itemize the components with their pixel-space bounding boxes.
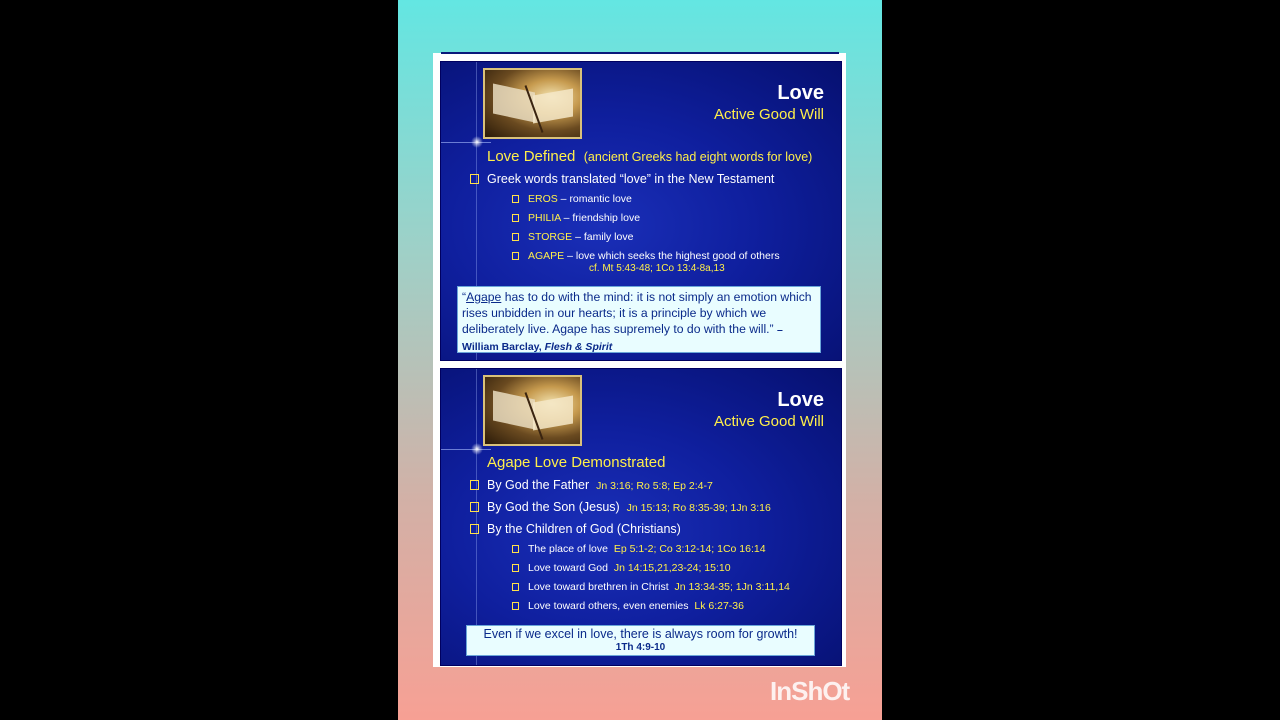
term-desc: – romantic love <box>557 193 632 205</box>
callout-ref: 1Th 4:9-10 <box>615 642 666 653</box>
term: PHILIA <box>528 212 561 224</box>
bullet-icon <box>512 564 519 572</box>
slide-subtitle: Active Good Will <box>713 106 824 123</box>
term-desc: – friendship love <box>560 212 641 224</box>
scripture-ref: Jn 3:16; Ro 5:8; Ep 2:4-7 <box>596 480 713 492</box>
heading-text: Love Defined <box>487 148 576 165</box>
bullet-item <box>470 500 771 514</box>
sparkle-icon <box>471 443 483 455</box>
bullet-icon <box>512 602 519 610</box>
bullet-label: By God the Father <box>487 478 590 492</box>
sub-bullet-item <box>512 212 640 224</box>
slide-love-demonstrated <box>440 368 842 666</box>
bullet-icon <box>470 502 479 512</box>
slide-subtitle: Active Good Will <box>713 413 824 430</box>
sub-label: Love toward brethren in Christ <box>528 581 669 593</box>
term: AGAPE <box>528 250 565 262</box>
divider <box>441 52 839 54</box>
bullet-icon <box>512 545 519 553</box>
bullet-label: By God the Son (Jesus) <box>487 500 620 514</box>
term: EROS <box>528 193 558 205</box>
bullet-icon <box>470 480 479 490</box>
slide-title: Love <box>777 82 824 104</box>
agape-link[interactable]: Agape <box>466 290 502 304</box>
inshot-watermark: InShOt <box>770 676 850 706</box>
sub-bullet-item <box>512 231 633 243</box>
sub-bullet-item <box>512 543 766 555</box>
growth-callout <box>466 625 815 656</box>
sub-bullet-item <box>512 581 790 593</box>
section-heading <box>487 148 812 165</box>
section-heading: Agape Love Demonstrated <box>487 454 666 471</box>
quote-text: has to do with the mind: it is not simply an emotion which rises unbidden in our hearts; it is a principle by which we deliberately live. Agape has supremely to do with the will.” <box>462 290 812 336</box>
sub-label: Love toward God <box>528 562 608 574</box>
scripture-ref: Jn 13:34-35; 1Jn 3:11,14 <box>674 581 790 593</box>
scripture-ref: Lk 6:27-36 <box>694 600 744 612</box>
bullet-item <box>470 522 681 536</box>
quote-mark: “ <box>462 290 467 304</box>
decor-line <box>476 369 477 665</box>
bullet-label: By the Children of God (Christians) <box>487 522 681 536</box>
slide-love-defined <box>440 61 842 361</box>
bullet-item <box>470 172 774 186</box>
open-bible-image <box>483 68 582 139</box>
term: STORGE <box>528 231 573 243</box>
sub-bullet-item <box>512 193 632 205</box>
sub-label: The place of love <box>528 543 608 555</box>
scripture-refs: cf. Mt 5:43-48; 1Co 13:4-8a,13 <box>589 263 725 274</box>
decor-line <box>441 142 491 143</box>
term-desc: – love which seeks the highest good of others <box>564 250 780 262</box>
bullet-icon <box>470 524 479 534</box>
bullet-label: Greek words translated “love” in the New Testament <box>487 172 775 186</box>
bullet-icon <box>512 195 519 203</box>
bullet-icon <box>512 233 519 241</box>
sub-bullet-item <box>512 600 744 612</box>
sub-bullet-item <box>512 562 731 574</box>
scripture-ref: Jn 15:13; Ro 8:35-39; 1Jn 3:16 <box>626 502 771 514</box>
quote-book: Flesh & Spirit <box>544 341 613 353</box>
bullet-icon <box>512 252 519 260</box>
scripture-ref: Ep 5:1-2; Co 3:12-14; 1Co 16:14 <box>613 543 766 555</box>
bullet-item <box>470 478 713 492</box>
decor-line <box>441 449 491 450</box>
callout-text: Even if we excel in love, there is always room for growth! <box>483 627 798 641</box>
sparkle-icon <box>471 136 483 148</box>
quote-box <box>457 286 821 353</box>
open-bible-image <box>483 375 582 446</box>
bullet-icon <box>512 583 519 591</box>
quote-author: – William Barclay, <box>462 324 783 353</box>
bullet-icon <box>470 174 479 184</box>
heading-note: (ancient Greeks had eight words for love) <box>583 150 813 164</box>
sub-label: Love toward others, even enemies <box>528 600 689 612</box>
sub-bullet-item <box>512 250 780 262</box>
bullet-icon <box>512 214 519 222</box>
slide-title: Love <box>777 389 824 411</box>
term-desc: – family love <box>572 231 634 243</box>
scripture-ref: Jn 14:15,21,23-24; 15:10 <box>613 562 731 574</box>
